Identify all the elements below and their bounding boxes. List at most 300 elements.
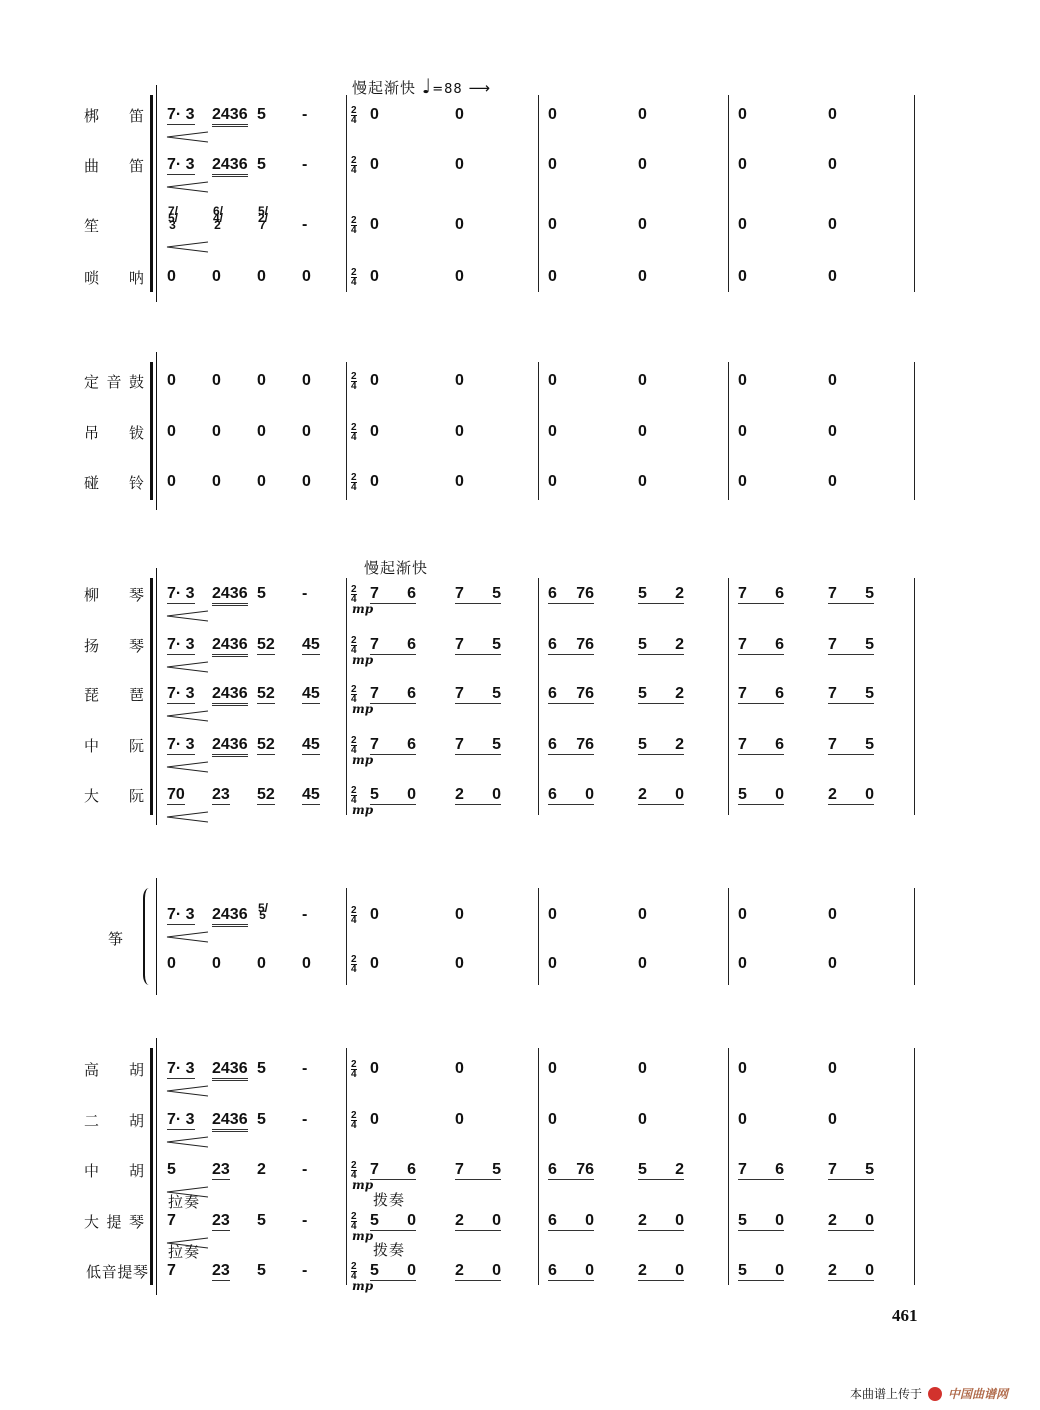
note-beat bbox=[455, 1212, 501, 1231]
barline bbox=[914, 1048, 915, 1285]
note-beat bbox=[738, 736, 784, 755]
note-beat: 0 bbox=[548, 268, 557, 285]
note: 7· 3 bbox=[167, 685, 195, 702]
barline bbox=[728, 1048, 729, 1285]
note-digit: 0 bbox=[865, 1212, 874, 1229]
time-sig-top: 2 bbox=[351, 954, 357, 965]
barline bbox=[346, 362, 347, 500]
note: 7· 3 bbox=[167, 636, 195, 653]
instrument-name: 曲 笛 bbox=[84, 157, 144, 175]
instrument-name: 大提琴 bbox=[84, 1213, 144, 1231]
note-beat: 0 bbox=[738, 372, 747, 389]
note: 0 bbox=[167, 473, 176, 490]
note-beat: 0 bbox=[370, 1060, 379, 1077]
quarter-note-icon: ♩ bbox=[421, 74, 433, 98]
note-beat: 0 bbox=[455, 955, 464, 972]
note-beat bbox=[828, 786, 874, 805]
note-beat: 0 bbox=[738, 106, 747, 123]
note-digit: 2 bbox=[675, 1161, 684, 1178]
note: 0 bbox=[257, 372, 266, 389]
time-sig-bottom: 4 bbox=[351, 225, 357, 236]
note-beat: 0 bbox=[548, 423, 557, 440]
note: 5 bbox=[257, 1262, 266, 1279]
note: - bbox=[302, 1212, 308, 1229]
note-beat: 0 bbox=[455, 106, 464, 123]
note-digit: 76 bbox=[576, 685, 594, 702]
time-sig-top: 2 bbox=[351, 1211, 357, 1222]
note-digit: 6 bbox=[775, 736, 784, 753]
note-beat: 0 bbox=[370, 1111, 379, 1128]
note-digit: 7 bbox=[455, 585, 464, 602]
crescendo-hairpin bbox=[165, 760, 210, 774]
note-beat: 0 bbox=[738, 955, 747, 972]
time-sig-top: 2 bbox=[351, 1261, 357, 1272]
tempo-value: =88 bbox=[432, 82, 463, 97]
note-beat: 0 bbox=[638, 268, 647, 285]
instrument-name: 吊 钹 bbox=[84, 424, 144, 442]
note-beat bbox=[548, 685, 594, 704]
note-beat bbox=[738, 585, 784, 604]
note-beat: 0 bbox=[548, 216, 557, 233]
note-digit: 5 bbox=[370, 1212, 379, 1229]
note-digit: 2 bbox=[828, 1212, 837, 1229]
note-digit: 6 bbox=[548, 786, 557, 803]
note: 45 bbox=[302, 736, 320, 753]
note-beat bbox=[738, 685, 784, 704]
note-digit: 5 bbox=[638, 1161, 647, 1178]
note-beat: 0 bbox=[638, 473, 647, 490]
crescendo-hairpin bbox=[165, 609, 210, 623]
arco-marking: 拉奏 bbox=[168, 1193, 201, 1211]
time-sig-top: 2 bbox=[351, 905, 357, 916]
time-sig-bottom: 4 bbox=[351, 1170, 357, 1181]
system-line bbox=[156, 878, 157, 995]
note-digit: 6 bbox=[775, 585, 784, 602]
time-sig-top: 2 bbox=[351, 684, 357, 695]
time-signature bbox=[351, 955, 357, 974]
barline bbox=[728, 578, 729, 815]
note: 45 bbox=[302, 685, 320, 702]
note-digit: 0 bbox=[585, 1212, 594, 1229]
note-beat bbox=[370, 1212, 416, 1231]
crescendo-hairpin bbox=[165, 240, 210, 254]
barline bbox=[728, 362, 729, 500]
note-beat bbox=[638, 1262, 684, 1281]
note-digit: 5 bbox=[370, 786, 379, 803]
time-sig-top: 2 bbox=[351, 1110, 357, 1121]
system-line bbox=[156, 1038, 157, 1295]
note-beat bbox=[828, 685, 874, 704]
time-sig-bottom: 4 bbox=[351, 694, 357, 705]
note-digit: 7 bbox=[455, 685, 464, 702]
note: 2436 bbox=[212, 736, 248, 757]
note-beat: 0 bbox=[638, 955, 647, 972]
note: 5 bbox=[257, 585, 266, 602]
note-beat bbox=[828, 636, 874, 655]
note-digit: 0 bbox=[775, 1262, 784, 1279]
note: 7 bbox=[167, 1262, 176, 1279]
note-digit: 7 bbox=[828, 636, 837, 653]
note-beat bbox=[455, 1262, 501, 1281]
note: 0 bbox=[212, 955, 221, 972]
note-digit: 5 bbox=[492, 585, 501, 602]
note-digit: 76 bbox=[576, 736, 594, 753]
note-digit: 0 bbox=[775, 1212, 784, 1229]
note-beat bbox=[738, 636, 784, 655]
note-beat: 0 bbox=[455, 156, 464, 173]
note: - bbox=[302, 1111, 308, 1128]
note: 0 bbox=[302, 423, 311, 440]
time-sig-bottom: 4 bbox=[351, 482, 357, 493]
time-sig-top: 2 bbox=[351, 422, 357, 433]
barline bbox=[538, 888, 539, 985]
crescendo-hairpin bbox=[165, 1135, 210, 1149]
note-beat: 0 bbox=[638, 1060, 647, 1077]
footer bbox=[850, 1385, 1008, 1402]
tempo-text: 慢起渐快 bbox=[352, 79, 417, 97]
group-bracket bbox=[150, 95, 153, 292]
note: 0 bbox=[167, 372, 176, 389]
note-digit: 2 bbox=[455, 1212, 464, 1229]
note-beat bbox=[638, 585, 684, 604]
note-digit: 2 bbox=[638, 1212, 647, 1229]
note-digit: 2 bbox=[638, 1262, 647, 1279]
instrument-name: 大 阮 bbox=[84, 787, 144, 805]
note-digit: 7 bbox=[828, 685, 837, 702]
note: - bbox=[302, 906, 308, 923]
time-sig-bottom: 4 bbox=[351, 432, 357, 443]
crescendo-hairpin bbox=[165, 930, 210, 944]
instrument-name: 碰 铃 bbox=[84, 474, 144, 492]
time-sig-top: 2 bbox=[351, 105, 357, 116]
note: 0 bbox=[167, 955, 176, 972]
note-digit: 5 bbox=[865, 685, 874, 702]
note-beat bbox=[548, 1262, 594, 1281]
note-digit: 0 bbox=[585, 1262, 594, 1279]
note-beat bbox=[370, 786, 416, 805]
dynamic-mp: mp bbox=[352, 753, 374, 767]
note-digit: 0 bbox=[865, 786, 874, 803]
instrument-name: 高 胡 bbox=[84, 1061, 144, 1079]
instrument-name: 二 胡 bbox=[84, 1112, 144, 1130]
note-beat bbox=[370, 636, 416, 655]
note-digit: 5 bbox=[492, 685, 501, 702]
note: 0 bbox=[167, 423, 176, 440]
note: 7 bbox=[167, 1212, 176, 1229]
note-digit: 5 bbox=[865, 636, 874, 653]
instrument-name: 低音提琴 bbox=[86, 1263, 148, 1281]
note-digit: 0 bbox=[585, 786, 594, 803]
note: 0 bbox=[212, 473, 221, 490]
note-beat: 0 bbox=[370, 906, 379, 923]
note-digit: 0 bbox=[775, 786, 784, 803]
note-digit: 6 bbox=[407, 1161, 416, 1178]
note: 5 bbox=[257, 156, 266, 173]
time-sig-top: 2 bbox=[351, 735, 357, 746]
note-beat bbox=[455, 685, 501, 704]
note-digit: 6 bbox=[775, 1161, 784, 1178]
note-beat: 0 bbox=[738, 156, 747, 173]
time-sig-top: 2 bbox=[351, 155, 357, 166]
note-beat: 0 bbox=[455, 1111, 464, 1128]
note: 2436 bbox=[212, 1111, 248, 1132]
note-beat: 0 bbox=[828, 423, 837, 440]
note: 23 bbox=[212, 786, 230, 803]
note-beat bbox=[738, 1262, 784, 1281]
time-sig-bottom: 4 bbox=[351, 745, 357, 756]
note: 0 bbox=[302, 473, 311, 490]
time-sig-top: 2 bbox=[351, 1160, 357, 1171]
note-beat bbox=[638, 636, 684, 655]
note: 0 bbox=[302, 268, 311, 285]
note: - bbox=[302, 156, 308, 173]
barline bbox=[538, 578, 539, 815]
note-digit: 7 bbox=[828, 1161, 837, 1178]
note: 52 bbox=[257, 636, 275, 653]
note-digit: 7 bbox=[738, 685, 747, 702]
time-sig-top: 2 bbox=[351, 215, 357, 226]
note-digit: 7 bbox=[828, 736, 837, 753]
note-digit: 7 bbox=[828, 585, 837, 602]
note-beat bbox=[455, 1161, 501, 1180]
note-digit: 2 bbox=[675, 685, 684, 702]
note: 0 bbox=[257, 423, 266, 440]
note-digit: 5 bbox=[492, 736, 501, 753]
note-digit: 5 bbox=[638, 685, 647, 702]
note: - bbox=[302, 1262, 308, 1279]
note-beat: 0 bbox=[548, 156, 557, 173]
note: 23 bbox=[212, 1161, 230, 1178]
barline bbox=[538, 95, 539, 292]
instrument-name: 柳 琴 bbox=[84, 586, 144, 604]
instrument-name: 扬 琴 bbox=[84, 637, 144, 655]
note-beat bbox=[370, 585, 416, 604]
note-digit: 0 bbox=[407, 1212, 416, 1229]
note-beat: 0 bbox=[455, 372, 464, 389]
time-sig-bottom: 4 bbox=[351, 1221, 357, 1232]
note-digit: 5 bbox=[638, 585, 647, 602]
time-sig-bottom: 4 bbox=[351, 277, 357, 288]
note: 2436 bbox=[212, 585, 248, 606]
note-digit: 2 bbox=[675, 636, 684, 653]
note-beat: 0 bbox=[370, 372, 379, 389]
note-beat bbox=[548, 636, 594, 655]
note-digit: 2 bbox=[455, 786, 464, 803]
barline bbox=[346, 1048, 347, 1285]
time-sig-top: 2 bbox=[351, 635, 357, 646]
note-digit: 5 bbox=[638, 636, 647, 653]
instrument-name: 琵 琶 bbox=[84, 686, 144, 704]
instrument-name: 梆 笛 bbox=[84, 107, 144, 125]
note-beat: 0 bbox=[455, 473, 464, 490]
note: 0 bbox=[257, 473, 266, 490]
note: 45 bbox=[302, 636, 320, 653]
note: 2436 bbox=[212, 685, 248, 706]
note: 2436 bbox=[212, 1060, 248, 1081]
note-beat: 0 bbox=[370, 473, 379, 490]
note-beat: 0 bbox=[548, 106, 557, 123]
note-beat: 0 bbox=[455, 268, 464, 285]
note-digit: 7 bbox=[738, 636, 747, 653]
barline bbox=[728, 95, 729, 292]
barline bbox=[914, 95, 915, 292]
barline bbox=[346, 578, 347, 815]
time-signature bbox=[351, 1111, 357, 1130]
note-digit: 6 bbox=[548, 736, 557, 753]
note-digit: 5 bbox=[492, 1161, 501, 1178]
note: 0 bbox=[257, 268, 266, 285]
note-digit: 6 bbox=[407, 736, 416, 753]
time-sig-bottom: 4 bbox=[351, 964, 357, 975]
chord-note: 6/4/2 bbox=[213, 203, 224, 232]
note-beat bbox=[638, 1161, 684, 1180]
note-beat: 0 bbox=[738, 423, 747, 440]
time-sig-top: 2 bbox=[351, 371, 357, 382]
note-beat: 0 bbox=[828, 906, 837, 923]
note-digit: 5 bbox=[865, 585, 874, 602]
dynamic-mp: mp bbox=[352, 702, 374, 716]
note-beat: 0 bbox=[548, 1111, 557, 1128]
note: 45 bbox=[302, 786, 320, 803]
note-digit: 0 bbox=[407, 786, 416, 803]
group-bracket bbox=[150, 362, 153, 500]
note-beat: 0 bbox=[828, 372, 837, 389]
note-digit: 7 bbox=[455, 736, 464, 753]
note-digit: 7 bbox=[370, 1161, 379, 1178]
crescendo-hairpin bbox=[165, 810, 210, 824]
note: 7· 3 bbox=[167, 1060, 195, 1077]
barline bbox=[538, 362, 539, 500]
chord-note: 5/5 bbox=[258, 900, 269, 922]
note-digit: 0 bbox=[675, 786, 684, 803]
note: 5 bbox=[167, 1161, 176, 1178]
note-digit: 5 bbox=[865, 736, 874, 753]
note-beat bbox=[455, 736, 501, 755]
note: 7· 3 bbox=[167, 156, 195, 173]
note: - bbox=[302, 585, 308, 602]
note-digit: 6 bbox=[548, 585, 557, 602]
note-beat bbox=[370, 736, 416, 755]
note-digit: 0 bbox=[675, 1262, 684, 1279]
note-digit: 7 bbox=[370, 636, 379, 653]
note-beat: 0 bbox=[828, 1060, 837, 1077]
note-digit: 6 bbox=[407, 685, 416, 702]
time-sig-bottom: 4 bbox=[351, 165, 357, 176]
note: 5 bbox=[257, 106, 266, 123]
note-digit: 6 bbox=[548, 1161, 557, 1178]
note-digit: 6 bbox=[548, 685, 557, 702]
note: 7· 3 bbox=[167, 106, 195, 123]
time-sig-bottom: 4 bbox=[351, 1069, 357, 1080]
system-line bbox=[156, 85, 157, 302]
note-beat: 0 bbox=[370, 423, 379, 440]
crescendo-hairpin bbox=[165, 180, 210, 194]
note: 23 bbox=[212, 1262, 230, 1279]
note-beat: 0 bbox=[638, 156, 647, 173]
note-beat: 0 bbox=[455, 423, 464, 440]
note: 7· 3 bbox=[167, 736, 195, 753]
system-line bbox=[156, 568, 157, 825]
time-sig-bottom: 4 bbox=[351, 594, 357, 605]
note-beat bbox=[638, 736, 684, 755]
instrument-name: 中 胡 bbox=[84, 1162, 144, 1180]
barline bbox=[914, 578, 915, 815]
note-digit: 2 bbox=[638, 786, 647, 803]
system-line bbox=[156, 352, 157, 510]
note: 52 bbox=[257, 736, 275, 753]
chord-note: 7/5/3 bbox=[168, 203, 179, 232]
note-beat: 0 bbox=[738, 1060, 747, 1077]
time-signature bbox=[351, 372, 357, 391]
note-beat bbox=[370, 685, 416, 704]
note-digit: 6 bbox=[407, 636, 416, 653]
dynamic-mp: mp bbox=[352, 653, 374, 667]
pizz-marking: 拨奏 bbox=[373, 1241, 406, 1259]
time-signature bbox=[351, 216, 357, 235]
note-digit: 6 bbox=[548, 1262, 557, 1279]
note-beat: 0 bbox=[455, 906, 464, 923]
time-signature bbox=[351, 906, 357, 925]
time-signature bbox=[351, 473, 357, 492]
tempo-marking bbox=[352, 74, 491, 98]
time-signature bbox=[351, 1060, 357, 1079]
note: 7· 3 bbox=[167, 906, 195, 923]
note-beat bbox=[828, 1262, 874, 1281]
note-beat: 0 bbox=[638, 906, 647, 923]
note: 52 bbox=[257, 786, 275, 803]
time-signature bbox=[351, 268, 357, 287]
note-digit: 6 bbox=[548, 1212, 557, 1229]
note-digit: 7 bbox=[738, 736, 747, 753]
note-beat: 0 bbox=[548, 372, 557, 389]
instrument-name: 定音鼓 bbox=[84, 373, 144, 391]
note-beat bbox=[548, 1212, 594, 1231]
note-digit: 7 bbox=[455, 1161, 464, 1178]
note-beat bbox=[828, 1161, 874, 1180]
time-sig-bottom: 4 bbox=[351, 1120, 357, 1131]
note-beat bbox=[828, 736, 874, 755]
dynamic-mp: mp bbox=[352, 803, 374, 817]
note: 2436 bbox=[212, 156, 248, 177]
crescendo-hairpin bbox=[165, 1084, 210, 1098]
note: - bbox=[302, 106, 308, 123]
chord-note: 5/2/7 bbox=[258, 203, 269, 232]
dynamic-mp: mp bbox=[352, 1279, 374, 1293]
note-beat: 0 bbox=[548, 955, 557, 972]
note: 7· 3 bbox=[167, 1111, 195, 1128]
note: 0 bbox=[212, 268, 221, 285]
note-digit: 2 bbox=[828, 1262, 837, 1279]
note-beat bbox=[738, 1212, 784, 1231]
note-beat: 0 bbox=[828, 1111, 837, 1128]
note-beat: 0 bbox=[638, 216, 647, 233]
note: 5 bbox=[257, 1212, 266, 1229]
site-logo-icon bbox=[928, 1387, 942, 1401]
note-digit: 7 bbox=[370, 736, 379, 753]
note: 2436 bbox=[212, 636, 248, 657]
dynamic-mp: mp bbox=[352, 1178, 374, 1192]
note-digit: 0 bbox=[407, 1262, 416, 1279]
note-digit: 5 bbox=[738, 1262, 747, 1279]
time-sig-bottom: 4 bbox=[351, 1271, 357, 1282]
note-beat: 0 bbox=[370, 216, 379, 233]
time-sig-top: 2 bbox=[351, 267, 357, 278]
crescendo-hairpin bbox=[165, 130, 210, 144]
note-digit: 5 bbox=[738, 786, 747, 803]
note-beat bbox=[638, 786, 684, 805]
brace bbox=[143, 888, 155, 985]
note-digit: 7 bbox=[738, 1161, 747, 1178]
